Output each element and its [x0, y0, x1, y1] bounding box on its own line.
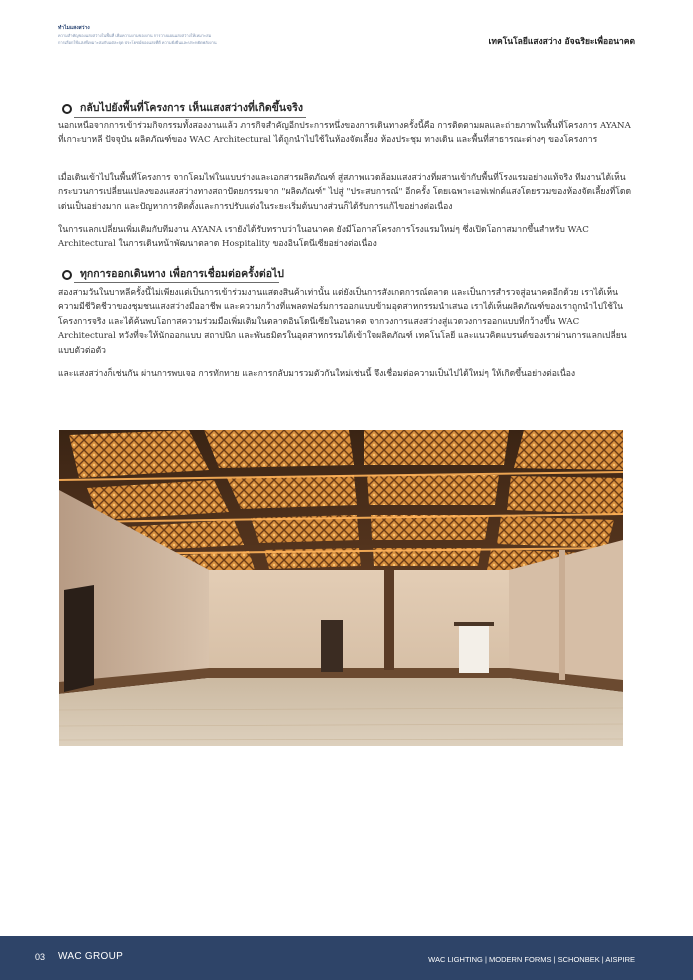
page-number: 03 [35, 952, 46, 962]
ring-bullet-icon [62, 270, 72, 280]
section-underline-2 [74, 282, 279, 283]
ballroom-photo [59, 430, 623, 746]
header-title: ทำไมแสงสว่าง [58, 25, 90, 31]
footer-bar [0, 936, 693, 980]
paragraph-3: ในการแลกเปลี่ยนเพิ่มเติมกับทีมงาน AYANA เรายังได้รับทราบว่าในอนาคต ยังมีโอกาสโครงการโรงแรมใหม่ๆ ซึ่งเปิดโอกาสมากขึ้นสำหรับ WAC Architectural ในการเดินหน้าพัฒนาตลาด Hospitality ของอินโดนีเซียอย่างต่อเนื่อง [58, 224, 589, 250]
header-links-line-1: ความสำคัญของแสงสว่างในพื้นที่ เพิ่มความงามของงาน การวางแผนแสงสว่างให้เหมาะสม [58, 33, 212, 38]
paragraph-5: และแสงสว่างก็เช่นกัน ผ่านการพบเจอ การทักทาย และการกลับมารวมตัวกันใหม่เช่นนี้ จึงเชื่อมต่อความเป็นไปได้ใหม่ๆ ให้เกิดขึ้นอย่างต่อเนื่อง [58, 368, 576, 379]
ring-bullet-icon [62, 104, 72, 114]
footer-brand-list: WAC LIGHTING | MODERN FORMS | SCHONBEK | AISPIRE [428, 955, 635, 964]
brand-name: WAC GROUP [58, 951, 124, 962]
header-nav [58, 24, 258, 46]
paragraph-4: สองสามวันในบาหลีครั้งนี้ไม่เพียงแต่เป็นการเข้าร่วมงานแสดงสินค้าเท่านั้น แต่ยังเป็นการสังเกตการณ์ตลาด และเป็นการสำรวจสู่อนาคตอีกด้วย เราได้เห็นความมีชีวิตชีวาของชุมชนแสงสว่างมืออาชีพ และความกว้างที่แพลตฟอร์มการออกแบบข้ามอุตสาหกรรมนำเสนอ เราได้เห็นผลิตภัณฑ์ของเราถูกนำไปใช้ในโครงการจริง และได้ค้นพบโอกาสความร่วมมือเพิ่มเติมในตลาดอินโดนีเซียในอนาคต จากวงการแสงสว่างสู่แวดวงการออกแบบที่กว้างขึ้น WAC Architectural หวังที่จะให้นักออกแบบ สถาปนิก และพันธมิตรในอุตสาหกรรมได้เข้าใจผลิตภัณฑ์ เทคโนโลยี และแนวคิดแบรนด์ของเราผ่านการแลกเปลี่ยนแบบตัวต่อตัว [58, 287, 627, 356]
header-right-title: เทคโนโลยีแสงสว่าง อัจฉริยะเพื่ออนาคต [488, 37, 635, 47]
paragraph-2: เมื่อเดินเข้าไปในพื้นที่โครงการ จากโคมไฟในแบบร่างและเอกสารผลิตภัณฑ์ สู่สภาพแวดล้อมแสงสว่างที่ผสานเข้ากับพื้นที่โรงแรมอย่างแท้จริง ทีมงานได้เห็นกระบวนการเปลี่ยนแปลงของแสงสว่างทางสถาปัตยกรรมจาก "ผลิตภัณฑ์" ไปสู่ "ประสบการณ์" อีกครั้ง โดยเฉพาะเอฟเฟกต์แสงโดยรวมของห้องจัดเลี้ยงที่โดดเด่นเป็นอย่างมาก และปัญหาการติดตั้งและการปรับแต่งในระยะเริ่มต้นบางส่วนก็ได้รับการแก้ไขอย่างต่อเนื่อง [58, 172, 632, 212]
header-links-line-2: การเลือกใช้แสงที่เหมาะสมกับแต่ละจุด ประโยชน์ของแสงที่ดี ความยั่งยืนและประหยัดพลังงาน [58, 40, 217, 45]
section-title-1: กลับไปยังพื้นที่โครงการ เห็นแสงสว่างที่เกิดขึ้นจริง [80, 102, 303, 114]
paragraph-1: นอกเหนือจากการเข้าร่วมกิจกรรมทั้งสองงานแล้ว ภารกิจสำคัญอีกประการหนึ่งของการเดินทางครั้งนี้คือ การติดตามผลและถ่ายภาพในพื้นที่โครงการ AYANA ที่เกาะบาหลี ปัจจุบัน ผลิตภัณฑ์ของ WAC Architectural ได้ถูกนำไปใช้ในห้องจัดเลี้ยง ห้องประชุม ทางเดิน และพื้นที่สาธารณะต่างๆ ของโครงการ [58, 120, 631, 146]
section-heading-1 [62, 99, 303, 118]
section-title-2: ทุกการออกเดินทาง เพื่อการเชื่อมต่อครั้งต่อไป [80, 268, 284, 280]
